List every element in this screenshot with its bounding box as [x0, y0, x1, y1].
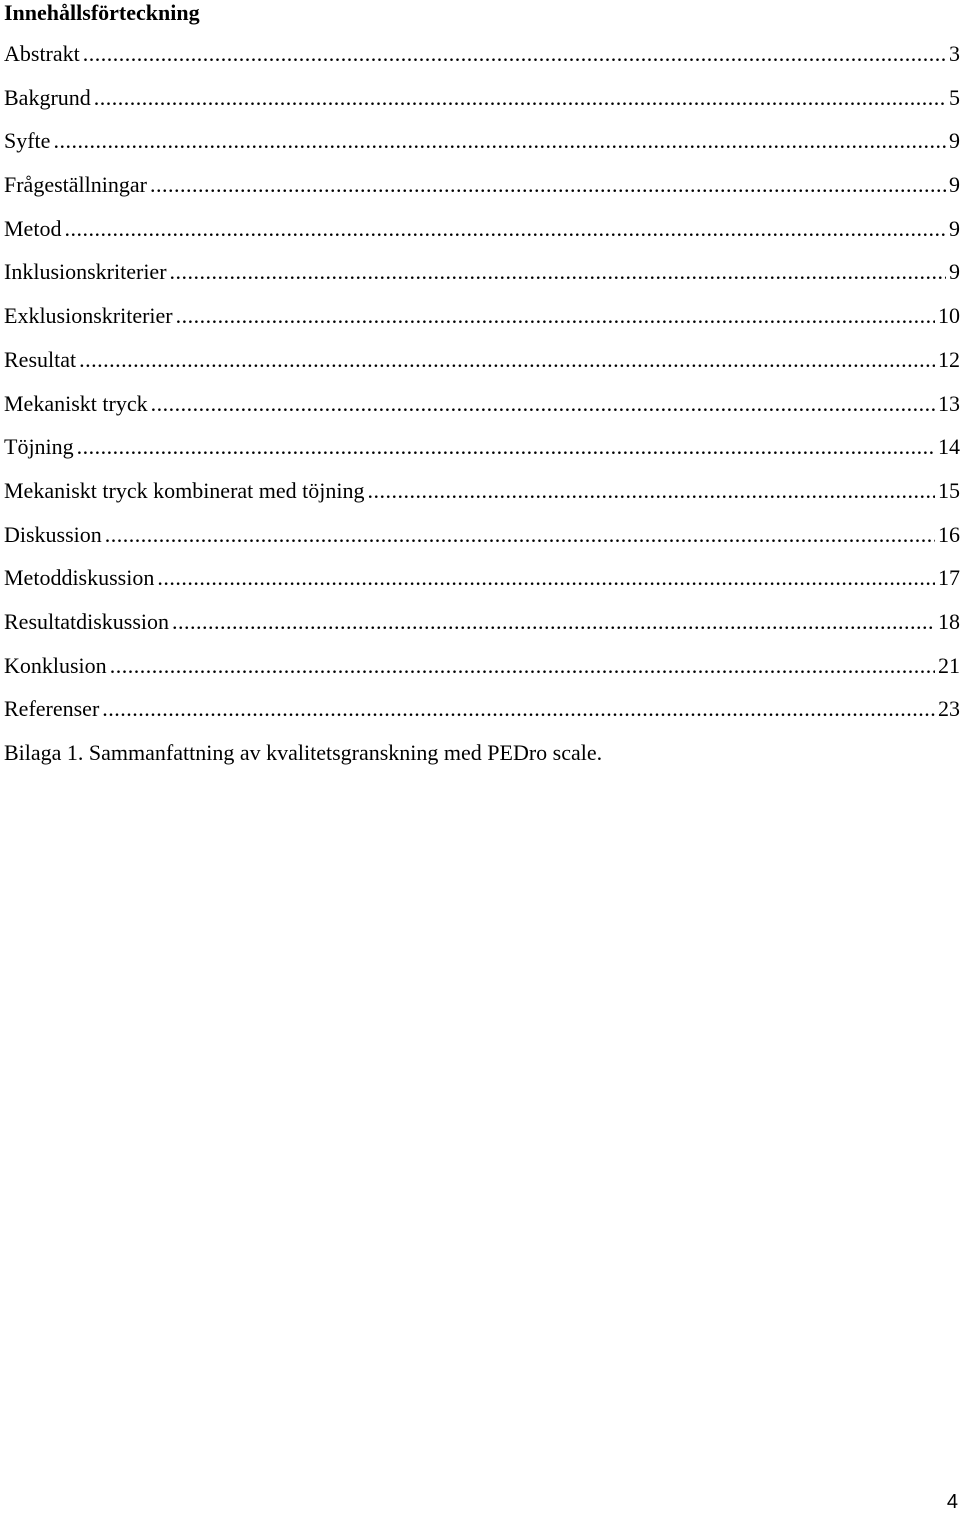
dot-leader	[83, 32, 946, 76]
toc-entry-label: Metoddiskussion	[4, 565, 155, 591]
toc-entry-page: 23	[938, 696, 960, 722]
toc-entry-page: 9	[949, 172, 960, 198]
toc-entry-metod[interactable]	[4, 207, 960, 251]
dot-leader	[110, 644, 935, 688]
toc-entry-page: 18	[938, 608, 960, 634]
toc-entry-label: Diskussion	[4, 521, 102, 547]
toc-entry-label: Metod	[4, 215, 62, 241]
toc-entry-exklusionskriterier[interactable]	[4, 294, 960, 338]
toc-list	[4, 32, 960, 731]
toc-entry-label: Syfte	[4, 128, 51, 154]
toc-entry-bakgrund[interactable]	[4, 76, 960, 120]
toc-entry-page: 16	[938, 521, 960, 547]
toc-entry-referenser[interactable]	[4, 687, 960, 731]
dot-leader	[94, 76, 946, 120]
toc-entry-konklusion[interactable]	[4, 644, 960, 688]
toc-entry-page: 10	[938, 303, 960, 329]
toc-entry-label: Mekaniskt tryck	[4, 390, 148, 416]
appendix-line: Bilaga 1. Sammanfattning av kvalitetsgranskning med PEDro scale.	[4, 740, 603, 765]
dot-leader	[151, 382, 935, 426]
toc-entry-mekaniskt-tryck-kombinerat[interactable]	[4, 469, 960, 513]
toc-entry-label: Mekaniskt tryck kombinerat med töjning	[4, 477, 365, 503]
toc-entry-label: Resultat	[4, 346, 77, 372]
toc-entry-page: 5	[949, 84, 960, 110]
toc-entry-label: Abstrakt	[4, 41, 80, 66]
dot-leader	[170, 250, 946, 294]
toc-entry-syfte[interactable]	[4, 119, 960, 163]
dot-leader	[172, 600, 935, 644]
dot-leader	[64, 207, 946, 251]
toc-entry-page: 9	[949, 259, 960, 285]
toc-entry-fragestallningar[interactable]	[4, 163, 960, 207]
toc-entry-page: 17	[938, 565, 960, 591]
toc-entry-label: Referenser	[4, 696, 100, 722]
toc-entry-label: Inklusionskriterier	[4, 259, 167, 285]
toc-entry-resultatdiskussion[interactable]	[4, 600, 960, 644]
toc-entry-mekaniskt-tryck[interactable]	[4, 382, 960, 426]
toc-entry-label: Exklusionskriterier	[4, 303, 173, 329]
page-number: 4	[946, 1491, 958, 1513]
toc-entry-diskussion[interactable]	[4, 513, 960, 557]
toc-entry-resultat[interactable]	[4, 338, 960, 382]
toc-entry-label: Töjning	[4, 434, 74, 460]
toc-entry-tojning[interactable]	[4, 425, 960, 469]
dot-leader	[53, 119, 946, 163]
toc-title: Innehållsförteckning	[4, 0, 200, 25]
toc-entry-label: Resultatdiskussion	[4, 608, 170, 634]
dot-leader	[368, 469, 936, 513]
dot-leader	[176, 294, 935, 338]
toc-entry-label: Frågeställningar	[4, 172, 147, 198]
toc-entry-page: 15	[938, 477, 960, 503]
dot-leader	[102, 687, 935, 731]
dot-leader	[77, 425, 935, 469]
dot-leader	[79, 338, 935, 382]
toc-entry-metoddiskussion[interactable]	[4, 556, 960, 600]
toc-entry-page: 3	[949, 41, 960, 66]
toc-entry-page: 9	[949, 215, 960, 241]
toc-entry-page: 9	[949, 128, 960, 154]
toc-entry-page: 21	[938, 652, 960, 678]
dot-leader	[157, 556, 935, 600]
toc-entry-inklusionskriterier[interactable]	[4, 250, 960, 294]
dot-leader	[150, 163, 946, 207]
toc-entry-abstrakt[interactable]	[4, 32, 960, 76]
toc-entry-page: 14	[938, 434, 960, 460]
toc-entry-page: 12	[938, 346, 960, 372]
toc-entry-page: 13	[938, 390, 960, 416]
toc-entry-label: Bakgrund	[4, 84, 91, 110]
dot-leader	[105, 513, 935, 557]
toc-entry-label: Konklusion	[4, 652, 107, 678]
